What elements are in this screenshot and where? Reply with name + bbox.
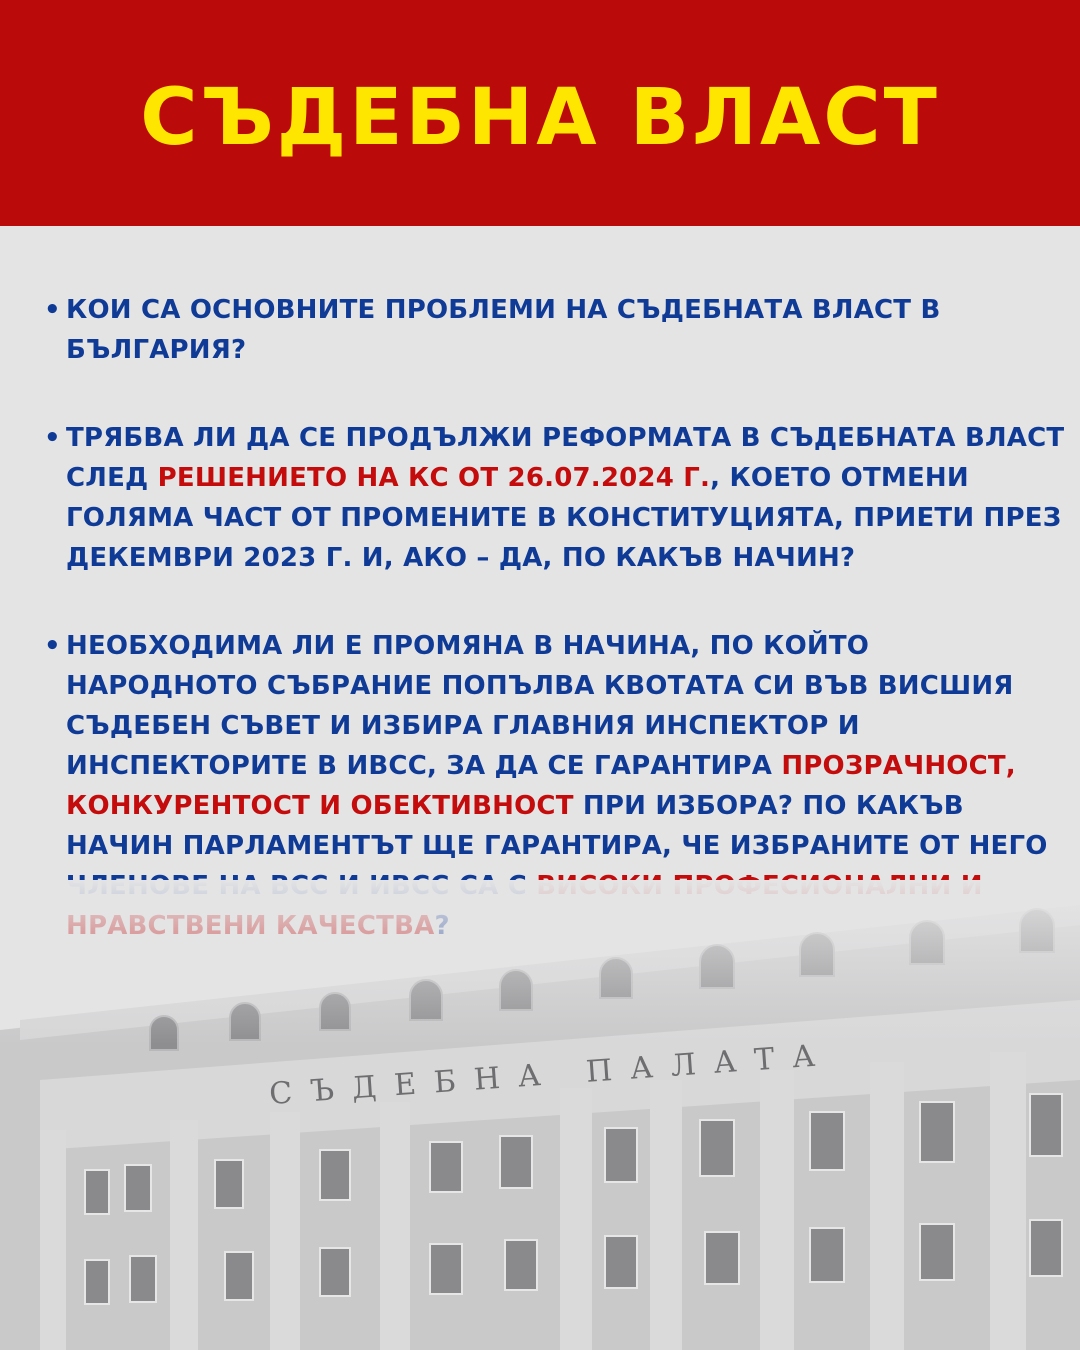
question-text: КОИ СА ОСНОВНИТЕ ПРОБЛЕМИ НА СЪДЕБНАТА ВЛАСТ В БЪЛГАРИЯ? [66,295,941,365]
bullet-dot-icon: • [44,295,61,325]
question-text: НЕОБХОДИМА ЛИ Е ПРОМЯНА В НАЧИНА, ПО КОЙТО НАРОДНОТО СЪБРАНИЕ ПОПЪЛВА КВОТАТА СИ ВЪВ ВИСШИЯ СЪДЕБЕН СЪВЕТ И ИЗБИРА ГЛАВНИЯ ИНСПЕКТОР И ИНСПЕКТОРИТЕ В ИВСС, ЗА ДА СЕ ГАРАНТИРА [66,631,1014,781]
page-title: СЪДЕБНА ВЛАСТ [140,73,940,163]
question-text: ТРЯБВА ЛИ ДА СЕ ПРОДЪЛЖИ РЕФОРМАТА В СЪДЕБНАТА ВЛАСТ СЛЕД [66,423,1065,493]
question-text: , КОЕТО ОТМЕНИ ГОЛЯМА ЧАСТ ОТ ПРОМЕНИТЕ В КОНСТИТУЦИЯТА, ПРИЕТИ ПРЕЗ ДЕКЕМВРИ 2023 Г. И, АКО – ДА, ПО КАКЪВ НАЧИН? [66,463,1062,573]
header-banner [0,0,1080,226]
question-highlight: ПРОЗРАЧНОСТ, КОНКУРЕНТОСТ И ОБЕКТИВНОСТ [66,751,1016,821]
question-highlight: РЕШЕНИЕТО НА КС ОТ 26.07.2024 Г. [157,463,711,493]
courthouse-image [0,880,1080,1350]
bullet-dot-icon: • [44,423,61,453]
question-text: ПРИ ИЗБОРА? ПО КАКЪВ НАЧИН ПАРЛАМЕНТЪТ ЩЕ ГАРАНТИРА, ЧЕ ИЗБРАНИТЕ ОТ НЕГО [66,791,1048,861]
bullet-dot-icon: • [44,631,61,661]
question-2 [40,418,1070,578]
question-1 [40,290,1070,370]
